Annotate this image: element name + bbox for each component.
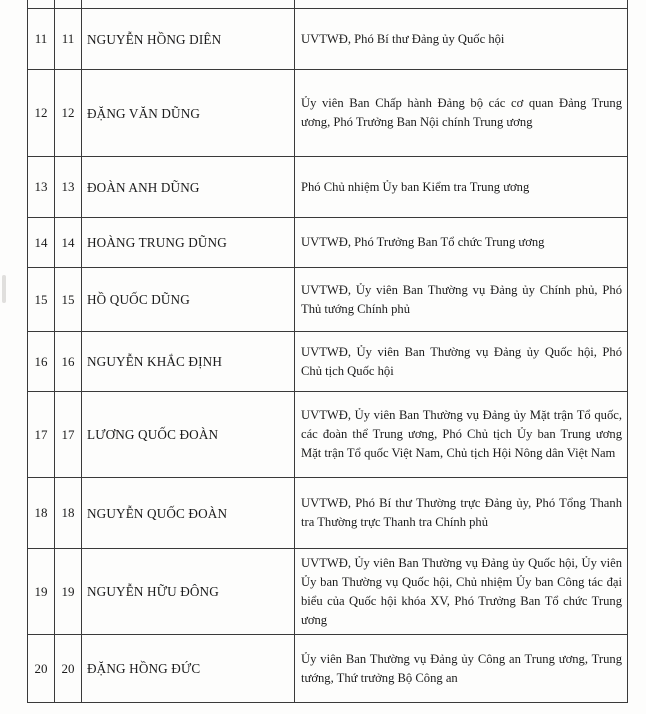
person-name-cell: ĐẶNG VĂN DŨNG <box>82 70 295 156</box>
person-name-cell: NGUYỄN KHẮC ĐỊNH <box>82 332 295 391</box>
person-position-text: UVTWĐ, Ủy viên Ban Thường vụ Đảng ủy Quốc hội, Ủy viên Ủy ban Thường vụ Quốc hội, Chủ nhiệm Ủy ban Công tác đại biểu của Quốc hội khóa XV, Phó Trưởng Ban Tổ chức Trung ương <box>301 555 622 627</box>
person-position-text: UVTWĐ, Ủy viên Ban Thường vụ Đảng ủy Mặt trận Tổ quốc, các đoàn thể Trung ương, Phó Chủ tịch Ủy ban Trung ương Mặt trận Tổ quốc Việt Nam, Chủ tịch Hội Nông dân Việt Nam <box>301 408 622 460</box>
person-position-text: UVTWĐ, Phó Trưởng Ban Tổ chức Trung ương <box>301 235 545 249</box>
table-row <box>28 392 627 478</box>
person-position-cell <box>295 157 627 217</box>
row-number-cell-2: 18 <box>55 478 82 548</box>
scan-smudge <box>2 275 6 303</box>
person-name-cell: NGUYỄN QUỐC ĐOÀN <box>82 478 295 548</box>
person-name-cell: HỒ QUỐC DŨNG <box>82 268 295 331</box>
person-name-cell <box>82 0 295 8</box>
row-number-cell-2: 15 <box>55 268 82 331</box>
person-position-text: UVTWĐ, Phó Bí thư Đảng ủy Quốc hội <box>301 31 505 46</box>
person-position-cell <box>295 478 627 548</box>
table-row-partial-top <box>28 0 627 9</box>
table-row <box>28 70 627 157</box>
person-position-cell <box>295 268 627 331</box>
table-row <box>28 268 627 332</box>
row-number-cell: 11 <box>28 9 55 69</box>
person-position-text: UVTWĐ, Ủy viên Ban Thường vụ Đảng ủy Chính phủ, Phó Thủ tướng Chính phủ <box>301 282 622 316</box>
person-position-text: Phó Chủ nhiệm Ủy ban Kiểm tra Trung ương <box>301 179 530 194</box>
person-position-cell <box>295 332 627 391</box>
row-number-cell: 16 <box>28 332 55 391</box>
row-number-cell-2: 19 <box>55 549 82 634</box>
person-position-text: Ủy viên Ban Chấp hành Đảng bộ các cơ quan Đảng Trung ương, Phó Trưởng Ban Nội chính Trung ương <box>301 96 622 129</box>
person-name-cell: NGUYỄN HỒNG DIÊN <box>82 9 295 69</box>
row-number-cell: 12 <box>28 70 55 156</box>
table-row <box>28 332 627 392</box>
person-name-cell: NGUYỄN HỮU ĐÔNG <box>82 549 295 634</box>
person-position-cell <box>295 9 627 69</box>
table-row <box>28 218 627 268</box>
table-row <box>28 9 627 70</box>
row-number-cell-2: 12 <box>55 70 82 156</box>
row-number-cell-2: 14 <box>55 218 82 267</box>
row-number-cell: 20 <box>28 635 55 702</box>
table-row <box>28 157 627 218</box>
table-row <box>28 549 627 635</box>
row-number-cell: 15 <box>28 268 55 331</box>
row-number-cell: 19 <box>28 549 55 634</box>
row-number-cell: 13 <box>28 157 55 217</box>
row-number-cell-2: 16 <box>55 332 82 391</box>
row-number-cell: 17 <box>28 392 55 477</box>
person-position-text: UVTWĐ, Ủy viên Ban Thường vụ Đảng ủy Quốc hội, Phó Chủ tịch Quốc hội <box>301 344 622 378</box>
person-position-cell <box>295 392 627 477</box>
table-row <box>28 635 627 703</box>
person-position-cell <box>295 549 627 634</box>
row-number-cell: 18 <box>28 478 55 548</box>
row-number-cell-2: 17 <box>55 392 82 477</box>
personnel-table <box>27 0 628 703</box>
row-number-cell-2: 20 <box>55 635 82 702</box>
person-name-cell: ĐẶNG HỒNG ĐỨC <box>82 635 295 702</box>
person-name-cell: ĐOÀN ANH DŨNG <box>82 157 295 217</box>
person-position-cell <box>295 0 627 8</box>
person-name-cell: LƯƠNG QUỐC ĐOÀN <box>82 392 295 477</box>
row-number-cell-2 <box>55 0 82 8</box>
row-number-cell: 14 <box>28 218 55 267</box>
person-name-cell: HOÀNG TRUNG DŨNG <box>82 218 295 267</box>
person-position-text: UVTWĐ, Phó Bí thư Thường trực Đảng ủy, Phó Tổng Thanh tra Thường trực Thanh tra Chính phủ <box>301 496 622 529</box>
person-position-cell <box>295 635 627 702</box>
row-number-cell-2: 11 <box>55 9 82 69</box>
person-position-text: Ủy viên Ban Thường vụ Đảng ủy Công an Trung ương, Trung tướng, Thứ trưởng Bộ Công an <box>301 651 622 685</box>
person-position-cell <box>295 218 627 267</box>
row-number-cell <box>28 0 55 8</box>
table-row <box>28 478 627 549</box>
row-number-cell-2: 13 <box>55 157 82 217</box>
person-position-cell <box>295 70 627 156</box>
